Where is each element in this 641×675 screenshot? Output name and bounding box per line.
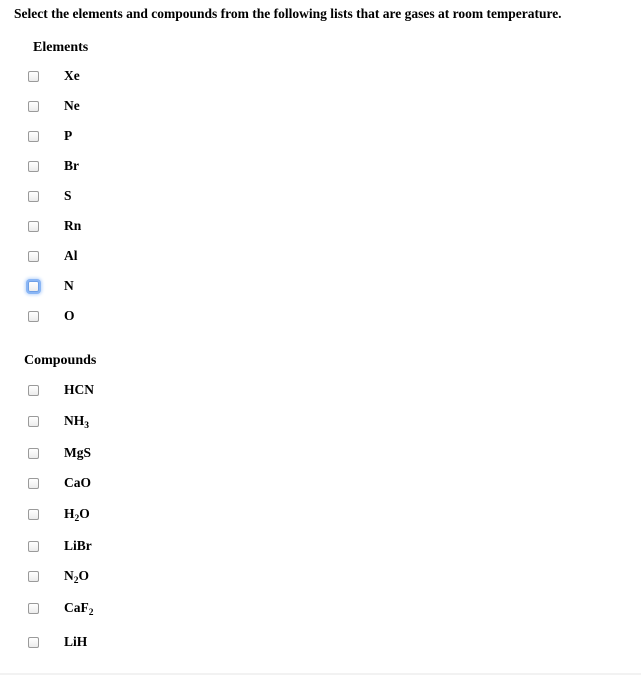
option-label-al: Al: [64, 248, 78, 263]
option-xe[interactable]: [28, 66, 39, 86]
checkbox-libr[interactable]: [28, 541, 39, 552]
option-h2o[interactable]: [28, 504, 39, 524]
option-label-lih: LiH: [64, 634, 88, 649]
checkbox-cao[interactable]: [28, 478, 39, 489]
option-label-xe: Xe: [64, 68, 80, 83]
option-label-h2o: $H_2O$: [64, 506, 90, 524]
option-label-libr: LiBr: [64, 538, 92, 553]
option-cao[interactable]: [28, 473, 39, 493]
option-libr[interactable]: [28, 536, 39, 556]
checkbox-n2o[interactable]: [28, 571, 39, 582]
question-prompt: Select the elements and compounds from the following lists that are gases at room temperature.: [14, 6, 562, 21]
option-ne[interactable]: [28, 96, 39, 116]
option-label-rn: Rn: [64, 218, 82, 233]
option-al[interactable]: [28, 246, 39, 266]
option-n2o[interactable]: [28, 566, 39, 586]
option-label-cao: CaO: [64, 475, 91, 490]
option-label-n2o: $N_2O$: [64, 568, 90, 586]
option-n[interactable]: [28, 276, 39, 296]
checkbox-rn[interactable]: [28, 221, 39, 232]
checkbox-o[interactable]: [28, 311, 39, 322]
checkbox-xe[interactable]: [28, 71, 39, 82]
checkbox-al[interactable]: [28, 251, 39, 262]
option-label-p: P: [64, 128, 73, 143]
checkbox-br[interactable]: [28, 161, 39, 172]
option-lih[interactable]: [28, 632, 39, 652]
option-hcn[interactable]: [28, 380, 39, 400]
checkbox-ne[interactable]: [28, 101, 39, 112]
checkbox-h2o[interactable]: [28, 509, 39, 520]
checkbox-caf2[interactable]: [28, 603, 39, 614]
option-rn[interactable]: [28, 216, 39, 236]
checkbox-mgs[interactable]: [28, 448, 39, 459]
option-label-o: O: [64, 308, 75, 323]
option-s[interactable]: [28, 186, 39, 206]
checkbox-p[interactable]: [28, 131, 39, 142]
option-label-caf2: CaF$_2$: [64, 600, 94, 618]
elements-section-title: Elements: [33, 40, 89, 55]
option-label-mgs: MgS: [64, 445, 91, 460]
option-mgs[interactable]: [28, 443, 39, 463]
checkbox-lih[interactable]: [28, 637, 39, 648]
option-label-s: S: [64, 188, 72, 203]
compounds-section-title: Compounds: [24, 353, 97, 368]
option-br[interactable]: [28, 156, 39, 176]
option-o[interactable]: [28, 306, 39, 326]
option-nh3[interactable]: [28, 411, 39, 431]
option-caf2[interactable]: [28, 598, 39, 618]
checkbox-n[interactable]: [28, 281, 39, 292]
option-label-br: Br: [64, 158, 79, 173]
checkbox-nh3[interactable]: [28, 416, 39, 427]
option-label-hcn: HCN: [64, 382, 94, 397]
option-label-ne: Ne: [64, 98, 80, 113]
option-p[interactable]: [28, 126, 39, 146]
option-label-n: N: [64, 278, 74, 293]
option-label-nh3: $NH_3$: [64, 413, 89, 431]
checkbox-hcn[interactable]: [28, 385, 39, 396]
checkbox-s[interactable]: [28, 191, 39, 202]
